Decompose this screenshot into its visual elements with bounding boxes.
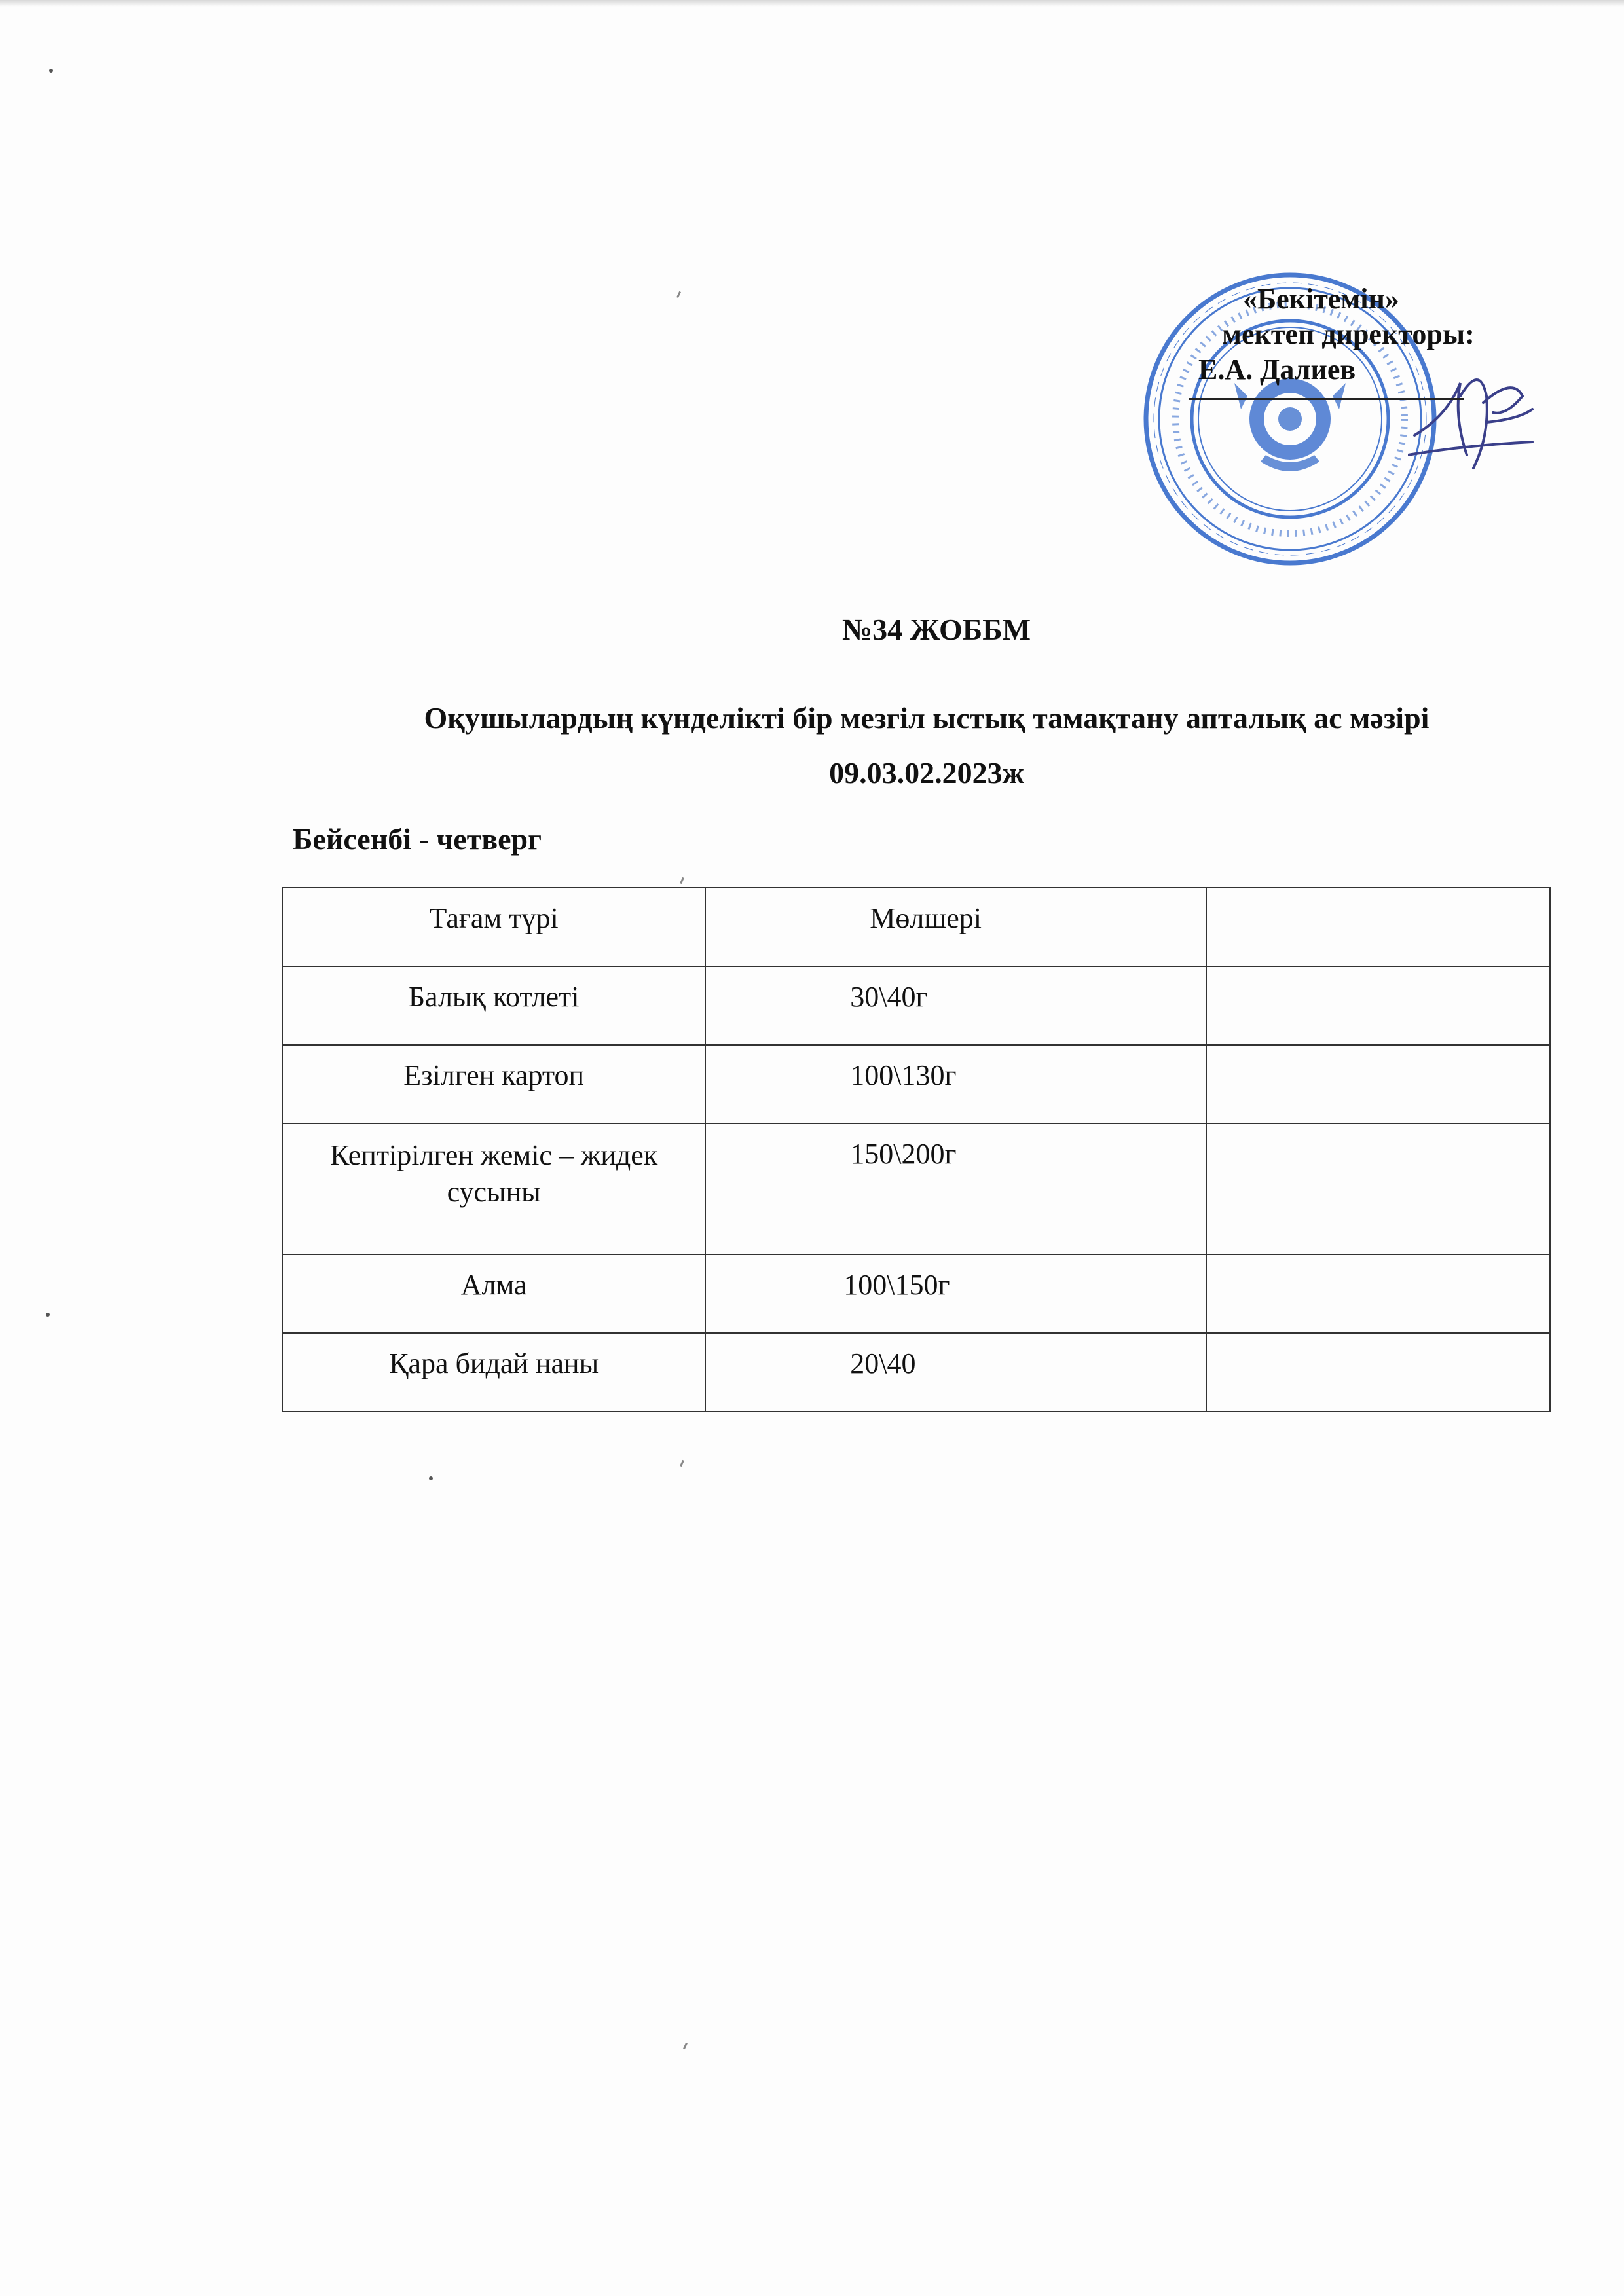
- scan-edge: [0, 0, 1624, 7]
- heading-date: 09.03.02.2023ж: [829, 756, 1024, 790]
- approval-name: Е.А. Далиев: [1198, 354, 1356, 386]
- scan-speck: [46, 1313, 50, 1317]
- dish-text: Кептірілген жеміс – жидек сусыны: [330, 1139, 658, 1208]
- note-cell: [1206, 1045, 1550, 1123]
- header-extra: [1206, 888, 1550, 966]
- note-cell: [1206, 1123, 1550, 1254]
- table-row: [282, 966, 1550, 1045]
- amount-cell: 20\40: [705, 1333, 1206, 1412]
- signature-line: [1189, 392, 1464, 400]
- approval-block: [1192, 282, 1559, 400]
- dish-cell: Езілген картоп: [282, 1045, 705, 1123]
- amount-cell: 100\150г: [705, 1254, 1206, 1333]
- table-header-row: [282, 888, 1550, 966]
- menu-table: [282, 887, 1551, 1412]
- scan-speck: [680, 877, 684, 884]
- amount-cell: 30\40г: [705, 966, 1206, 1045]
- scan-speck: [683, 2043, 688, 2049]
- approval-title: «Бекітемін»: [1243, 283, 1399, 315]
- amount-cell: 100\130г: [705, 1045, 1206, 1123]
- header-amount: Мөлшері: [705, 888, 1206, 966]
- scan-speck: [680, 1460, 684, 1467]
- table-row: [282, 1333, 1550, 1412]
- table-row: [282, 1254, 1550, 1333]
- approval-position: мектеп директоры:: [1222, 318, 1475, 350]
- scan-speck: [676, 291, 681, 298]
- note-cell: [1206, 966, 1550, 1045]
- dish-cell: Алма: [282, 1254, 705, 1333]
- dish-cell: [282, 1123, 705, 1254]
- table-row: [282, 1045, 1550, 1123]
- day-label: Бейсенбі - четверг: [293, 822, 542, 856]
- dish-cell: Қара бидай наны: [282, 1333, 705, 1412]
- amount-cell: 150\200г: [705, 1123, 1206, 1254]
- header-dish: Тағам түрі: [282, 888, 705, 966]
- note-cell: [1206, 1333, 1550, 1412]
- heading-title: Оқушылардың күнделікті бір мезгіл ыстық тамақтану апталық ас мәзірі: [424, 701, 1430, 735]
- note-cell: [1206, 1254, 1550, 1333]
- scan-speck: [429, 1476, 433, 1480]
- document-heading: [275, 691, 1578, 801]
- school-name: №34 ЖОББМ: [841, 613, 1031, 646]
- scan-speck: [49, 69, 53, 73]
- table-row: [282, 1123, 1550, 1254]
- dish-cell: Балық котлеті: [282, 966, 705, 1045]
